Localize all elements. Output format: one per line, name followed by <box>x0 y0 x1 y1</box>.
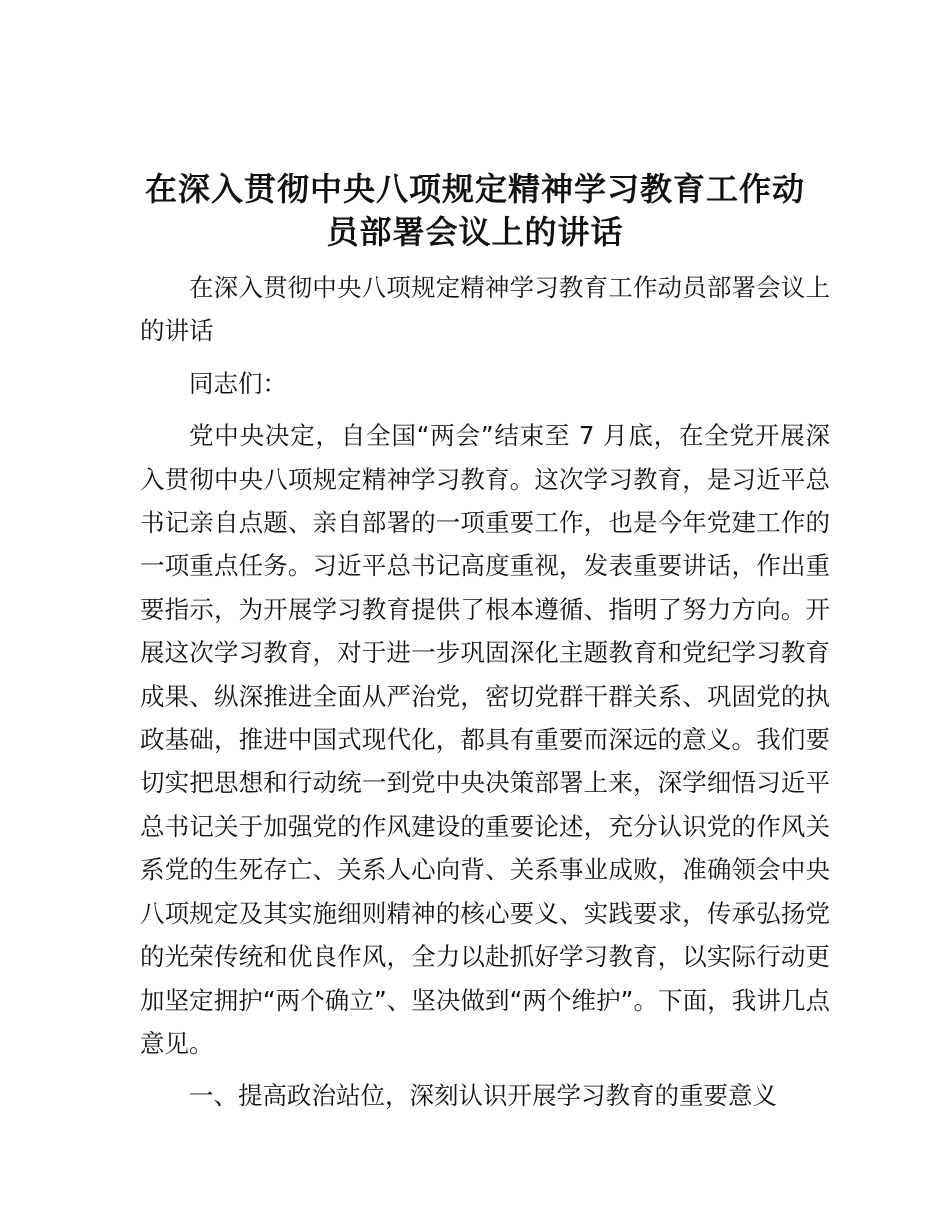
document-title-line-1: 在深入贯彻中央八项规定精神学习教育工作动 <box>144 170 805 208</box>
document-body <box>140 266 830 1118</box>
section-heading: 一、提高政治站位，深刻认识开展学习教育的重要意义 <box>189 1081 777 1111</box>
paragraph-subtitle: 在深入贯彻中央八项规定精神学习教育工作动员部署会议上的讲话 <box>140 273 830 346</box>
paragraph-salutation: 同志们： <box>189 368 287 398</box>
document-title-line-2: 员部署会议上的讲话 <box>326 213 624 251</box>
paragraph-intro: 党中央决定，自全国“两会”结束至 7 月底，在全党开展深入贯彻中央八项规定精神学习教育。这次学习教育，是习近平总书记亲自点题、亲自部署的一项重要工作，也是今年党建工作的一项重点任务。习近平总书记高度重视，发表重要讲话，作出重要指示，为开展学习教育提供了根本遵循、指明了努力方向。开展这次学习教育，对于进一步巩固深化主题教育和党纪学习教育成果、纵深推进全面从严治党，密切党群干群关系、巩固党的执政基础，推进中国式现代化，都具有重要而深远的意义。我们要切实把思想和行动统一到党中央决策部署上来，深学细悟习近平总书记关于加强党的作风建设的重要论述，充分认识党的作风关系党的生死存亡、关系人心向背、关系事业成败，准确领会中央八项规定及其实施细则精神的核心要义、实践要求，传承弘扬党的光荣传统和优良作风，全力以赴抓好学习教育，以实际行动更加坚定拥护“两个确立”、坚决做到“两个维护”。下面，我讲几点意见。 <box>140 421 830 1058</box>
